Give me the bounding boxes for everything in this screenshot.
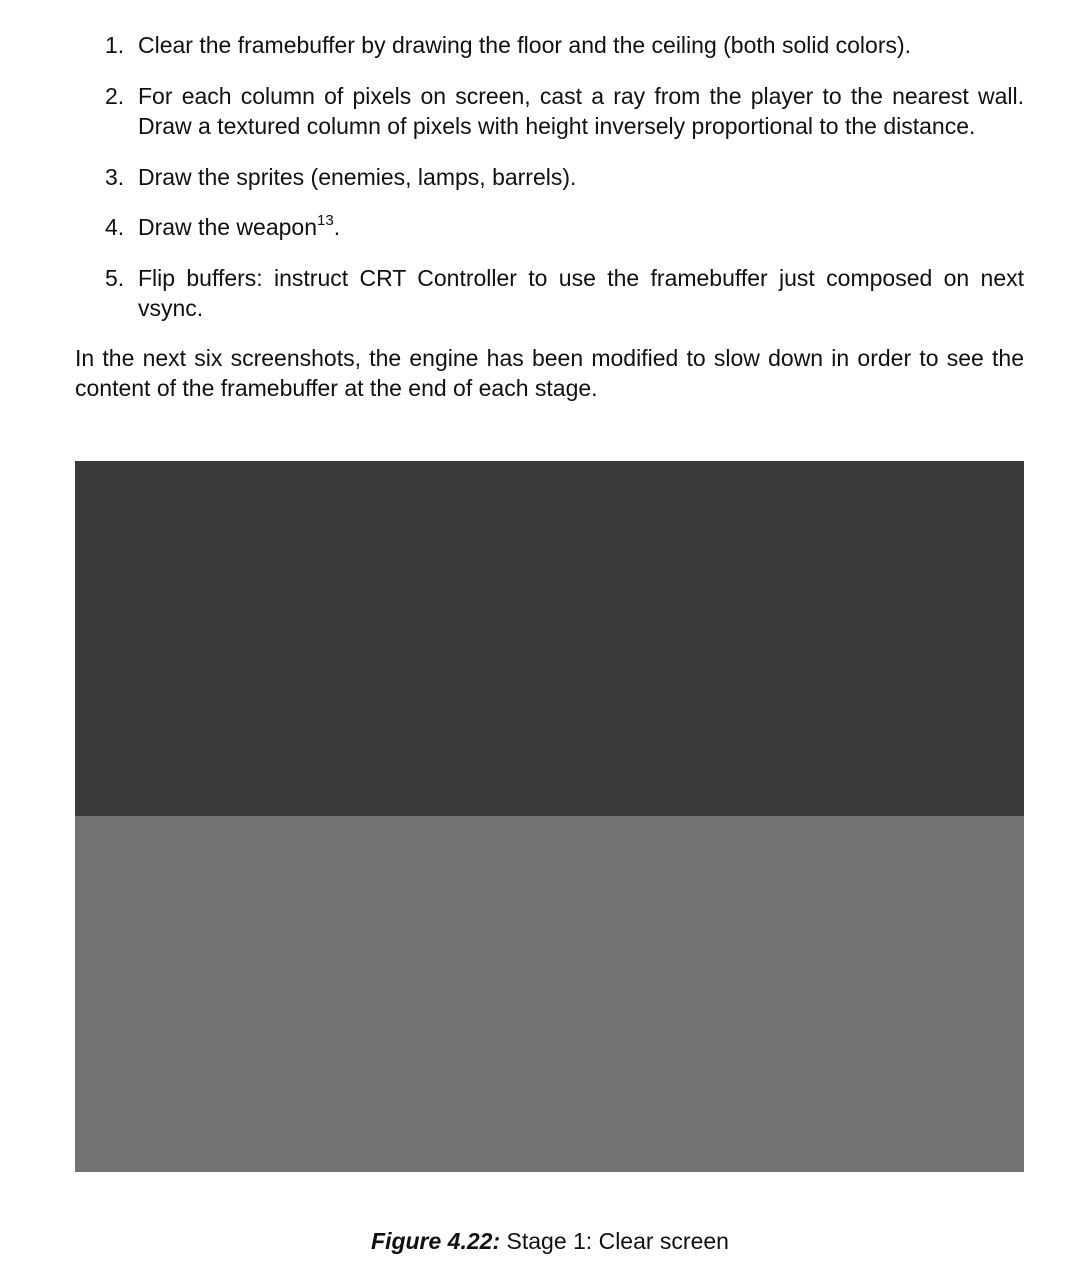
- figure-caption: [0, 1226, 1080, 1256]
- list-item: [75, 81, 1024, 142]
- list-item-text: For each column of pixels on screen, cast a ray from the player to the nearest wall. Draw a textured column of pixels with height inversely proportional to the distance.: [138, 82, 1024, 139]
- figure-caption-label: Figure 4.22:: [371, 1228, 501, 1254]
- render-steps-list: [75, 30, 1024, 324]
- floor-area: [75, 816, 1024, 1172]
- list-item: [75, 30, 1024, 61]
- list-item: [75, 162, 1024, 193]
- list-item-suffix: .: [333, 214, 341, 240]
- list-item-number: 5.: [105, 264, 125, 291]
- list-item-number: 2.: [105, 82, 125, 109]
- list-item-number: 4.: [105, 214, 125, 240]
- list-item-text: Draw the sprites (enemies, lamps, barrels).: [138, 163, 577, 190]
- document-body: [75, 30, 1024, 404]
- footnote-marker[interactable]: 13: [317, 212, 334, 230]
- list-item: [75, 212, 1024, 243]
- list-item-text: Draw the weapon: [138, 214, 317, 240]
- list-item-number: 1.: [105, 32, 125, 58]
- list-item-number: 3.: [105, 163, 125, 190]
- list-item: [75, 263, 1024, 324]
- body-paragraph: In the next six screenshots, the engine has been modified to slow down in order to see the content of the framebuffer at the end of each stage.: [75, 344, 1024, 401]
- framebuffer-screenshot: [75, 461, 1024, 1172]
- list-item-text: Flip buffers: instruct CRT Controller to use the framebuffer just composed on next vsync.: [138, 264, 1024, 321]
- ceiling-area: [75, 461, 1024, 816]
- list-item-text: Clear the framebuffer by drawing the floor and the ceiling (both solid colors).: [138, 32, 912, 58]
- figure-caption-text: Stage 1: Clear screen: [500, 1228, 729, 1254]
